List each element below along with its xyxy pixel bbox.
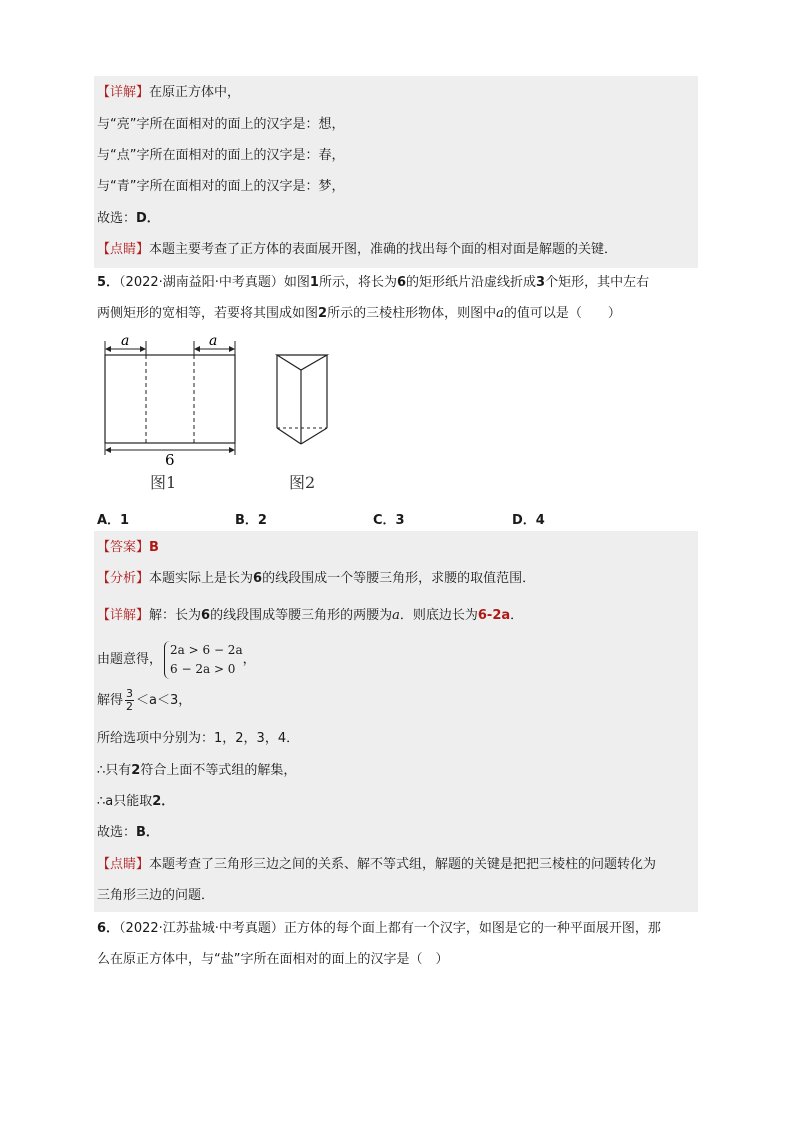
option-c: C．3 — [373, 513, 405, 528]
detail-line-2: 与“亮”字所在面相对的面上的汉字是：想， — [97, 117, 345, 132]
detail-line-3: 与“点”字所在面相对的面上的汉字是：春， — [97, 148, 345, 163]
question-5-line-1: 5．（2022·湖南益阳·中考真题）如图1所示，将长为6的矩形纸片沿虚线折成3个矩形，其中左右 — [97, 275, 650, 290]
solution-block-1-bg — [94, 76, 698, 268]
inequality-system: 2a > 6 − 2a 6 − 2a > 0 — [164, 641, 243, 679]
figure-1-caption: 图1 — [150, 473, 177, 492]
figure-2-caption: 图2 — [289, 473, 316, 492]
figure-1-rectangle — [96, 334, 256, 494]
question-5-line-2: 两侧矩形的宽相等，若要将其围成如图2所示的三棱柱形物体，则图中a的值可以是（ ） — [97, 306, 621, 321]
comment-tag: 【点睛】 — [97, 242, 150, 257]
comment-line: 【点睛】本题主要考查了正方体的表面展开图，准确的找出每个面的相对面是解题的关键． — [97, 242, 618, 257]
label-a-left: a — [121, 334, 130, 349]
condition-line: 由题意得， 2a > 6 − 2a 6 − 2a > 0 ， — [97, 640, 256, 680]
solve-line: 解得 $\frac{3}{2}$ ＜a＜3， — [97, 687, 192, 713]
question-6-line-1: 6．（2022·江苏盐城·中考真题）正方体的每个面上都有一个汉字，如图是它的一种平面展开图，那 — [97, 921, 661, 936]
answer-line: 【答案】B — [97, 540, 159, 555]
option-b: B．2 — [235, 513, 267, 528]
detail-line-1: 【详解】在原正方体中， — [97, 85, 241, 100]
detail-line-5: 故选：D． — [97, 211, 160, 226]
option-d: D．4 — [512, 513, 545, 528]
a-only-line: ∴a只能取2． — [97, 794, 175, 809]
detail-2-line-1: 【详解】解：长为6的线段围成等腰三角形的两腰为a．则底边长为6-2a． — [97, 608, 524, 623]
comment-2-line-1: 【点睛】本题考查了三角形三边之间的关系、解不等式组，解题的关键是把把三棱柱的问题转化为 — [97, 857, 657, 872]
option-a: A．1 — [97, 513, 130, 528]
analysis-line: 【分析】本题实际上是长为6的线段围成一个等腰三角形，求腰的取值范围． — [97, 571, 536, 586]
question-6-line-2: 么在原正方体中，与“盐”字所在面相对的面上的汉字是（ ） — [97, 952, 449, 967]
detail-tag: 【详解】 — [97, 85, 150, 100]
options-values-line: 所给选项中分别为：1，2，3，4． — [97, 731, 300, 746]
detail-line-4: 与“青”字所在面相对的面上的汉字是：梦， — [97, 179, 345, 194]
solution-block-2-bg — [94, 531, 698, 912]
comment-2-line-2: 三角形三边的问题． — [97, 888, 215, 903]
label-six: 6 — [165, 451, 175, 469]
choose-line: 故选：B． — [97, 825, 159, 840]
fraction-3-2: $\frac{3}{2}$ — [126, 687, 134, 713]
figure-2-prism — [268, 334, 348, 494]
label-a-right: a — [209, 334, 218, 349]
only-2-line: ∴只有2符合上面不等式组的解集， — [97, 763, 297, 778]
